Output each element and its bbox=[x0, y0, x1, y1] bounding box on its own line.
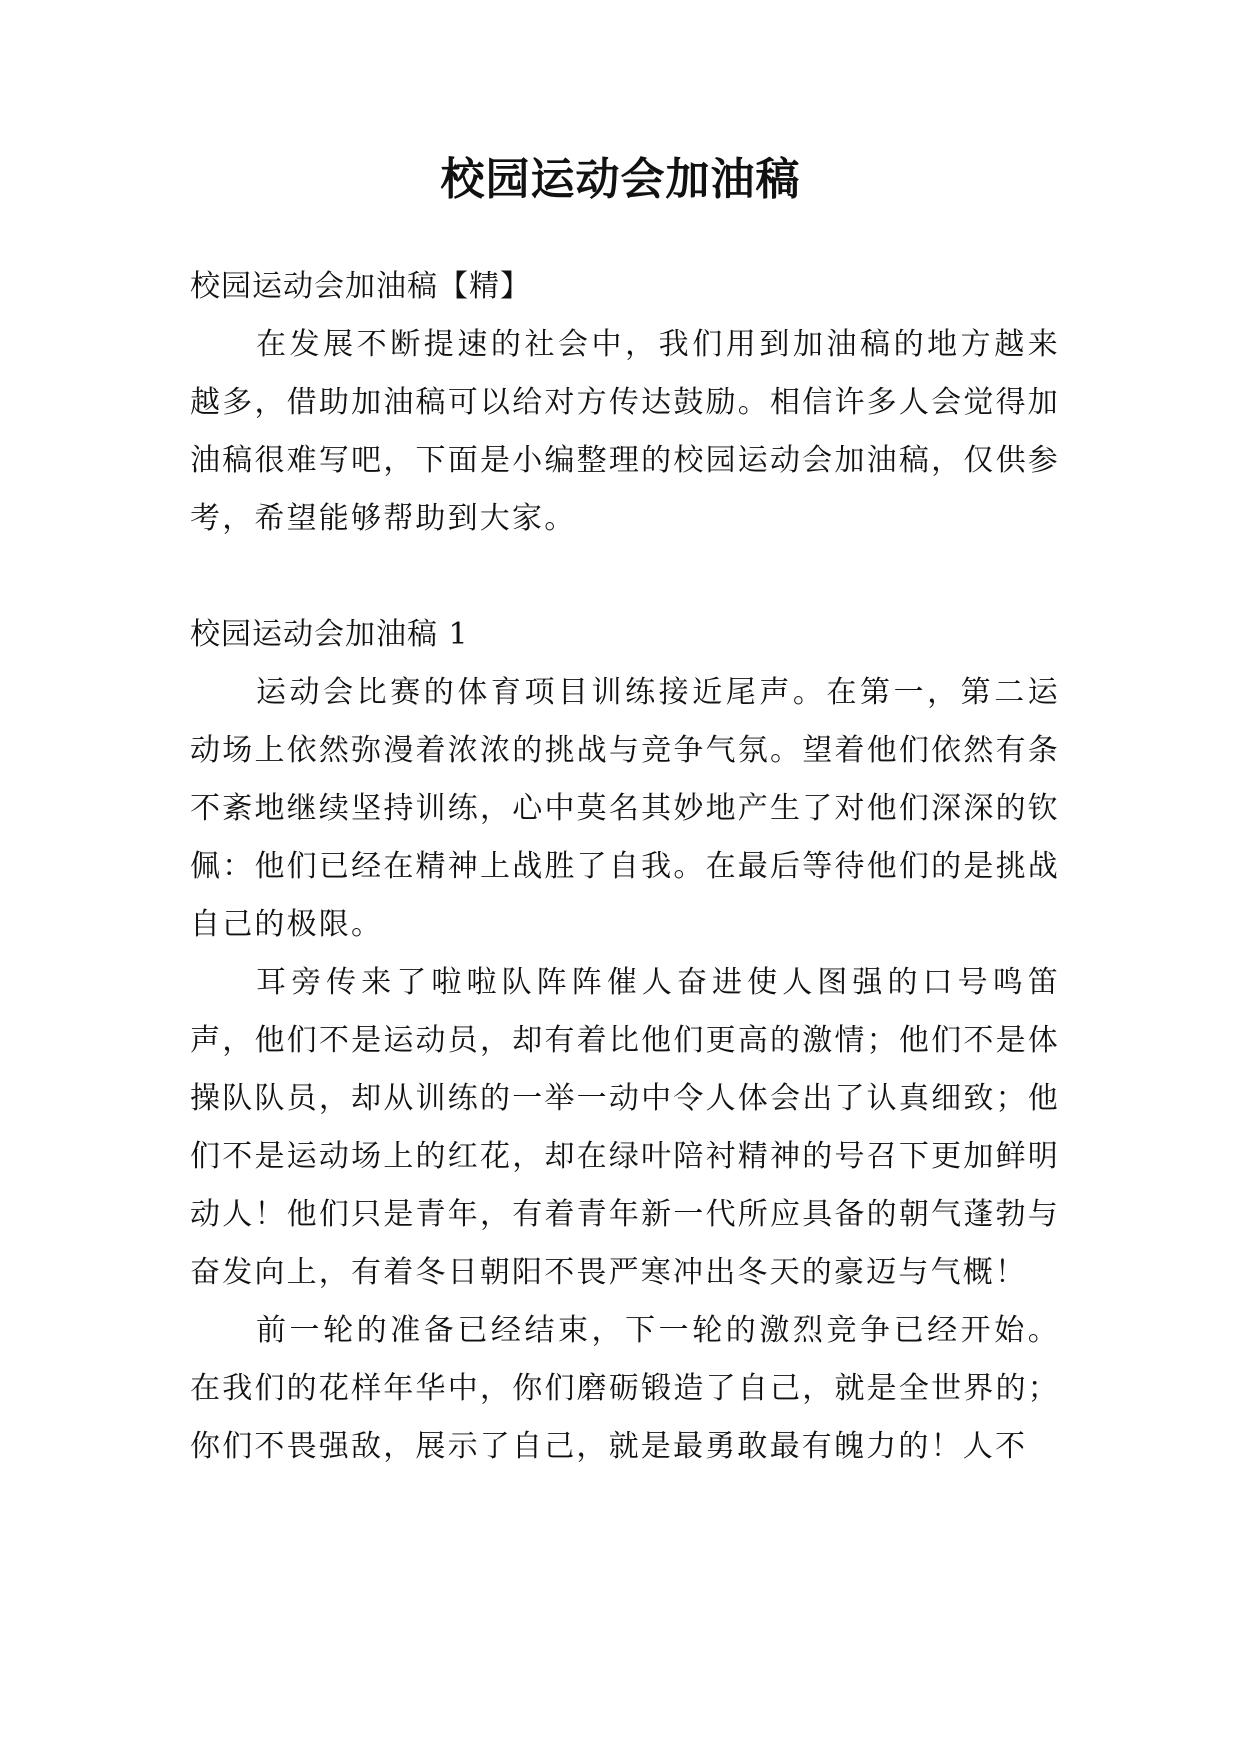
document-body bbox=[190, 258, 1060, 1476]
intro-heading: 校园运动会加油稿【精】 bbox=[190, 269, 531, 304]
intro-paragraph: 在发展不断提速的社会中，我们用到加油稿的地方越来越多，借助加油稿可以给对方传达鼓励。相信许多人会觉得加油稿很难写吧，下面是小编整理的校园运动会加油稿，仅供参考，希望能够帮助到大家。 bbox=[190, 327, 1060, 536]
section-heading: 校园运动会加油稿 1 bbox=[190, 617, 469, 652]
paragraph-1: 运动会比赛的体育项目训练接近尾声。在第一，第二运动场上依然弥漫着浓浓的挑战与竞争气氛。望着他们依然有条不紊地继续坚持训练，心中莫名其妙地产生了对他们深深的钦佩：他们已经在精神上战胜了自我。在最后等待他们的是挑战自己的极限。 bbox=[190, 675, 1060, 942]
paragraph-3: 前一轮的准备已经结束，下一轮的激烈竞争已经开始。在我们的花样年华中，你们磨砺锻造了自己，就是全世界的；你们不畏强敌，展示了自己，就是最勇敢最有魄力的！人不 bbox=[190, 1313, 1060, 1464]
document-title: 校园运动会加油稿 bbox=[440, 154, 801, 205]
section-spacer bbox=[190, 548, 1060, 606]
paragraph-2: 耳旁传来了啦啦队阵阵催人奋进使人图强的口号鸣笛声，他们不是运动员，却有着比他们更高的激情；他们不是体操队队员，却从训练的一举一动中令人体会出了认真细致；他们不是运动场上的红花，却在绿叶陪衬精神的号召下更加鲜明动人！他们只是青年，有着青年新一代所应具备的朝气蓬勃与奋发向上，有着冬日朝阳不畏严寒冲出冬天的豪迈与气概！ bbox=[190, 965, 1060, 1290]
